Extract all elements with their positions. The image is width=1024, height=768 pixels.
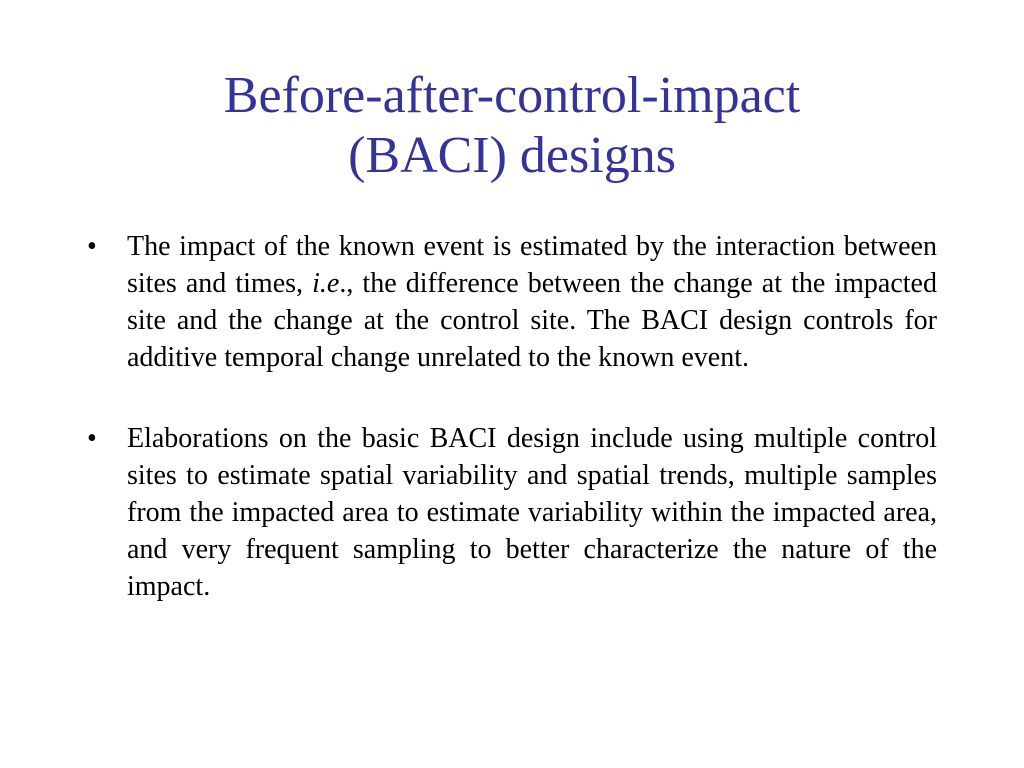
bullet-text: Elaborations on the basic BACI design include using multiple control sites to estimate spatial variability and spatial trends, multiple samples from the impacted area to estimate variability within the impacted area, and very frequent sampling to better characterize the nature of the impact. bbox=[127, 423, 937, 602]
slide-title-line-1: Before-after-control-impact bbox=[223, 67, 801, 124]
slide-title-line-2: (BACI) designs bbox=[348, 127, 676, 184]
bullet-text bbox=[127, 228, 937, 376]
bullet-text-italic: i.e bbox=[312, 268, 340, 299]
bullet-dot-icon: • bbox=[87, 231, 97, 262]
bullet-list bbox=[85, 228, 937, 605]
slide-title bbox=[60, 66, 964, 186]
bullet-text-part: ., the difference between the change at the impacted site and the change at the control site. The BACI design controls for additive temporal change unrelated to the known event. bbox=[127, 268, 937, 373]
bullet-text-part: The impact of the known event is estimated by the interaction between sites and times, bbox=[127, 231, 937, 299]
bullet-item-interaction bbox=[85, 228, 937, 376]
bullet-item-elaborations bbox=[85, 420, 937, 605]
bullet-dot-icon: • bbox=[87, 423, 97, 454]
